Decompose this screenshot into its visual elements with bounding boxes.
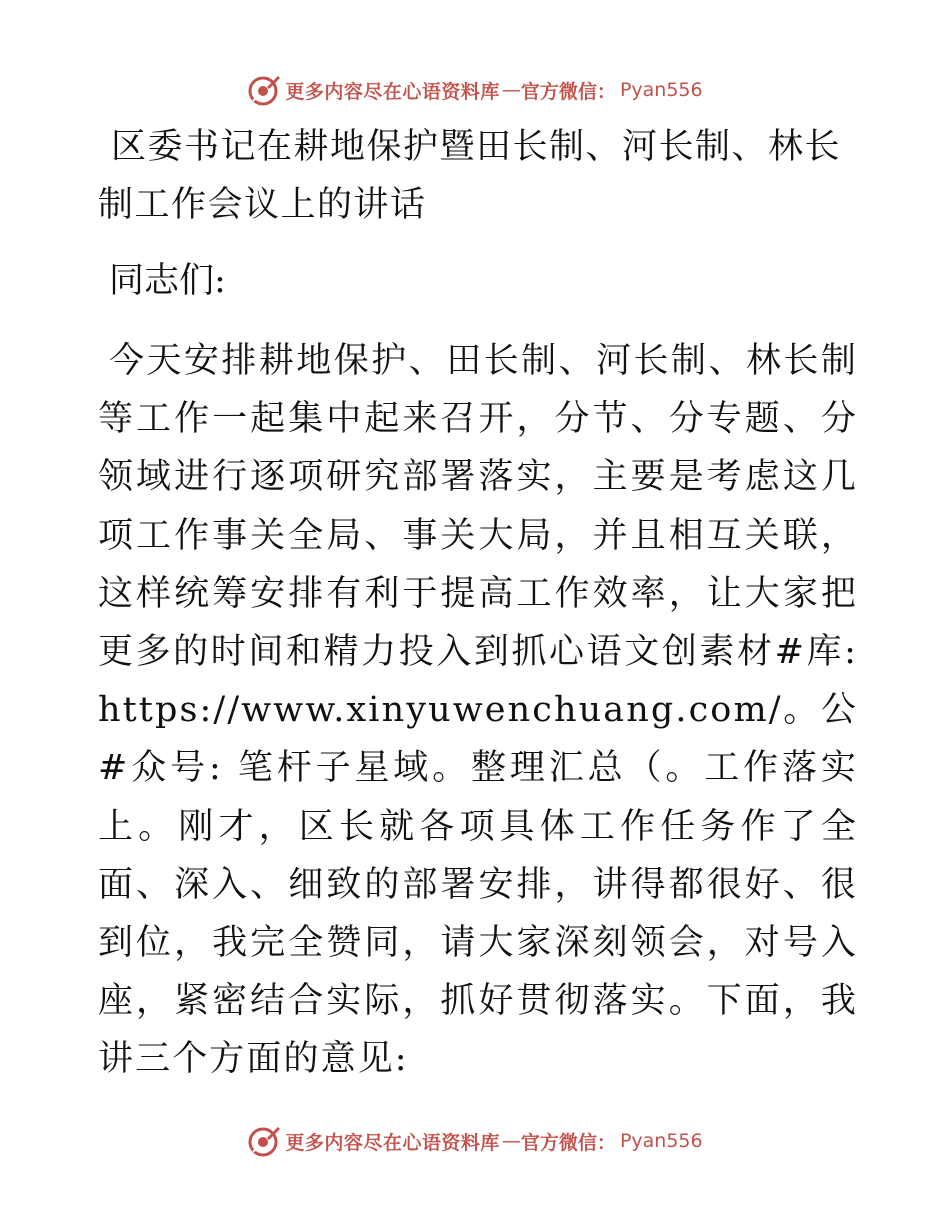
document-title: 区委书记在耕地保护暨田长制、河长制、林长制工作会议上的讲话 [98, 127, 842, 225]
banner-brand-text: 更多内容尽在心语资料库 [285, 1131, 500, 1154]
banner-dash: — [501, 1130, 519, 1152]
header-banner [0, 70, 950, 110]
document-body [98, 118, 858, 1089]
banner-wechat-id: Pyan556 [619, 79, 703, 101]
banner-wechat-id: Pyan556 [619, 1130, 703, 1152]
pen-logo-icon [247, 73, 281, 107]
banner-brand-text: 更多内容尽在心语资料库 [285, 80, 500, 103]
banner-dash: — [501, 79, 519, 101]
salutation: 同志们: [109, 261, 226, 301]
paragraph: 今天安排耕地保护、田长制、河长制、林长制等工作一起集中起来召开，分节、分专题、分领域进行逐项研究部署落实，主要是考虑这几项工作事关全局、事关大局，并且相互关联，这样统筹安排有利于提高工作效率，让大家把更多的时间和精力投入到抓心语文创素材#库: https://www.xinyuwenchuang.com/。公#众号: 笔杆子星域。整理汇总（。工作落实上。刚才，区长就各项具体工作任务作了全面、深入、细致的部署安排，讲得都很好、很到位，我完全赞同，请大家深刻领会，对号入座，紧密结合实际，抓好贯彻落实。下面，我讲三个方面的意见: [98, 341, 858, 1080]
banner-official-label: 官方微信： [520, 80, 616, 103]
footer-banner [0, 1121, 950, 1161]
pen-logo-icon [247, 1124, 281, 1158]
banner-official-label: 官方微信： [520, 1131, 616, 1154]
